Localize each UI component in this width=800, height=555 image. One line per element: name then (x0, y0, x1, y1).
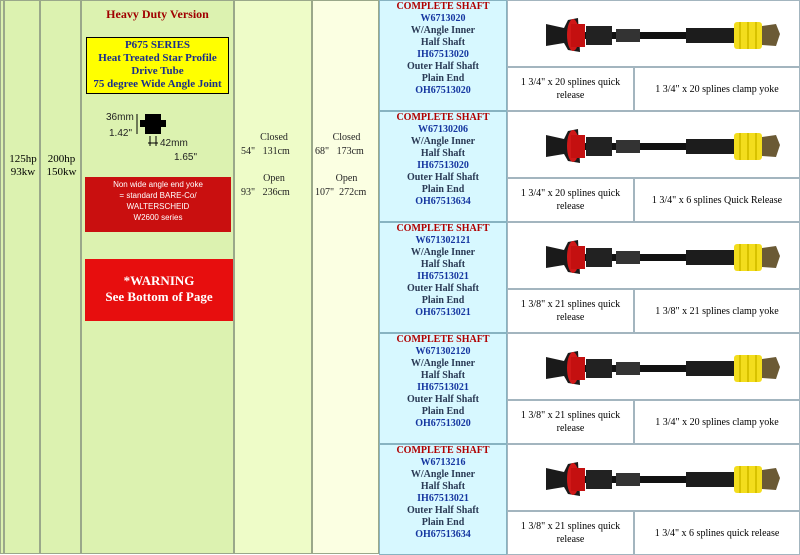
kw-value: 93kw (10, 166, 36, 178)
driveshaft-image[interactable] (546, 452, 781, 507)
inner-part-number[interactable]: IH67513021 (417, 493, 469, 504)
shaft-part-cell (379, 111, 507, 222)
shaft-part-cell (379, 444, 507, 555)
shaft-image-cell (507, 0, 800, 67)
complete-part-number[interactable]: W671302121 (415, 235, 471, 246)
inner-part-number[interactable]: IH67513020 (417, 49, 469, 60)
spline-spec-a: 1 3/8" x 21 splines quick release (507, 289, 634, 333)
inner-half-label: W/Angle Inner (410, 136, 476, 147)
outer-half-label-2: Plain End (421, 184, 465, 195)
shaft-image-cell (507, 222, 800, 289)
inner-half-label: W/Angle Inner (410, 25, 476, 36)
spline-spec-a: 1 3/8" x 21 splines quick release (507, 511, 634, 555)
inner-half-label-2: Half Shaft (420, 148, 466, 159)
complete-part-number[interactable]: W67130206 (418, 124, 468, 135)
outer-part-number[interactable]: OH67513634 (415, 529, 471, 540)
complete-part-number[interactable]: W6713020 (420, 13, 466, 24)
series-info-box (86, 37, 229, 94)
inner-half-label: W/Angle Inner (410, 247, 476, 258)
complete-shaft-label: COMPLETE SHAFT (396, 445, 490, 456)
dim-36mm: 36mm (106, 112, 134, 123)
outer-half-label: Outer Half Shaft (406, 172, 480, 183)
series-line: 75 degree Wide Angle Joint (93, 78, 222, 90)
warning-link[interactable]: See Bottom of Page (105, 289, 213, 304)
dim-1-42: 1.42" (109, 128, 133, 139)
spline-spec-a: 1 3/4" x 20 splines quick release (507, 178, 634, 222)
dim-42mm: 42mm (160, 138, 188, 149)
inner-half-label: W/Angle Inner (410, 469, 476, 480)
length-column-1 (234, 0, 312, 554)
warning-title: *WARNING (123, 273, 195, 288)
shaft-image-cell (507, 333, 800, 400)
shaft-part-cell (379, 333, 507, 444)
complete-shaft-label: COMPLETE SHAFT (396, 112, 490, 123)
warning-box[interactable] (85, 259, 233, 321)
inner-part-number[interactable]: IH67513021 (417, 382, 469, 393)
spline-spec-b: 1 3/8" x 21 splines clamp yoke (634, 289, 800, 333)
outer-half-label: Outer Half Shaft (406, 505, 480, 516)
inner-half-label-2: Half Shaft (420, 37, 466, 48)
kw-value-2: 150kw (46, 166, 77, 178)
closed-length-2: 68" 173cm (315, 146, 364, 157)
spline-spec-b: 1 3/4" x 20 splines clamp yoke (634, 400, 800, 444)
product-row (379, 222, 800, 333)
outer-half-label: Outer Half Shaft (406, 394, 480, 405)
inner-half-label-2: Half Shaft (420, 259, 466, 270)
spline-spec-b: 1 3/4" x 20 splines clamp yoke (634, 67, 800, 111)
closed-label-1: Closed (260, 132, 288, 143)
shaft-image-cell (507, 444, 800, 511)
series-line: Drive Tube (131, 65, 184, 77)
series-line: P675 SERIES (124, 39, 191, 51)
complete-part-number[interactable]: W671302120 (415, 346, 471, 357)
outer-half-label-2: Plain End (421, 517, 465, 528)
yoke-note-line: W2600 series (133, 213, 183, 222)
hp-value: 125hp (9, 153, 37, 165)
product-row (379, 444, 800, 555)
outer-part-number[interactable]: OH67513020 (415, 85, 471, 96)
driveshaft-image[interactable] (546, 341, 781, 396)
driveshaft-image[interactable] (546, 230, 781, 285)
outer-part-number[interactable]: OH67513021 (415, 307, 471, 318)
outer-half-label-2: Plain End (421, 73, 465, 84)
heavy-duty-heading: Heavy Duty Version (106, 7, 209, 21)
product-row (379, 111, 800, 222)
driveshaft-image[interactable] (546, 8, 781, 63)
outer-half-label-2: Plain End (421, 295, 465, 306)
tube-profile-diagram (104, 108, 214, 168)
series-line: Heat Treated Star Profile (98, 52, 217, 64)
complete-shaft-label: COMPLETE SHAFT (396, 1, 490, 12)
shaft-image-cell (507, 111, 800, 178)
open-length-2: 107" 272cm (315, 187, 367, 198)
spline-spec-b: 1 3/4" x 6 splines Quick Release (634, 178, 800, 222)
complete-shaft-label: COMPLETE SHAFT (396, 334, 490, 345)
closed-label-2: Closed (332, 132, 361, 143)
spline-spec-b: 1 3/4" x 6 splines quick release (634, 511, 800, 555)
outer-part-number[interactable]: OH67513634 (415, 196, 471, 207)
spline-spec-a: 1 3/8" x 21 splines quick release (507, 400, 634, 444)
hp-value-2: 200hp (47, 153, 76, 165)
inner-half-label-2: Half Shaft (420, 481, 466, 492)
hp-column (4, 0, 40, 554)
hp-column-2 (40, 0, 81, 554)
yoke-note-line: = standard BARE-Co/ (119, 191, 197, 200)
outer-half-label: Outer Half Shaft (406, 283, 480, 294)
driveshaft-image[interactable] (546, 119, 781, 174)
complete-shaft-label: COMPLETE SHAFT (396, 223, 490, 234)
outer-half-label: Outer Half Shaft (406, 61, 480, 72)
inner-part-number[interactable]: IH67513020 (417, 160, 469, 171)
shaft-part-cell (379, 222, 507, 333)
yoke-note-line: WALTERSCHEID (126, 202, 190, 211)
open-label-2: Open (335, 173, 358, 184)
outer-part-number[interactable]: OH67513020 (415, 418, 471, 429)
inner-part-number[interactable]: IH67513021 (417, 271, 469, 282)
inner-half-label: W/Angle Inner (410, 358, 476, 369)
open-length-1: 93" 236cm (241, 187, 290, 198)
yoke-note-box (85, 177, 231, 232)
dim-1-65: 1.65" (174, 152, 198, 163)
product-row (379, 333, 800, 444)
outer-half-label-2: Plain End (421, 406, 465, 417)
closed-length-1: 54" 131cm (241, 146, 290, 157)
length-column-2 (312, 0, 379, 554)
yoke-note-line: Non wide angle end yoke (113, 180, 203, 189)
shaft-part-cell (379, 0, 507, 111)
spline-spec-a: 1 3/4" x 20 splines quick release (507, 67, 634, 111)
open-label-1: Open (263, 173, 285, 184)
inner-half-label-2: Half Shaft (420, 370, 466, 381)
complete-part-number[interactable]: W6713216 (420, 457, 466, 468)
product-row (379, 0, 800, 111)
